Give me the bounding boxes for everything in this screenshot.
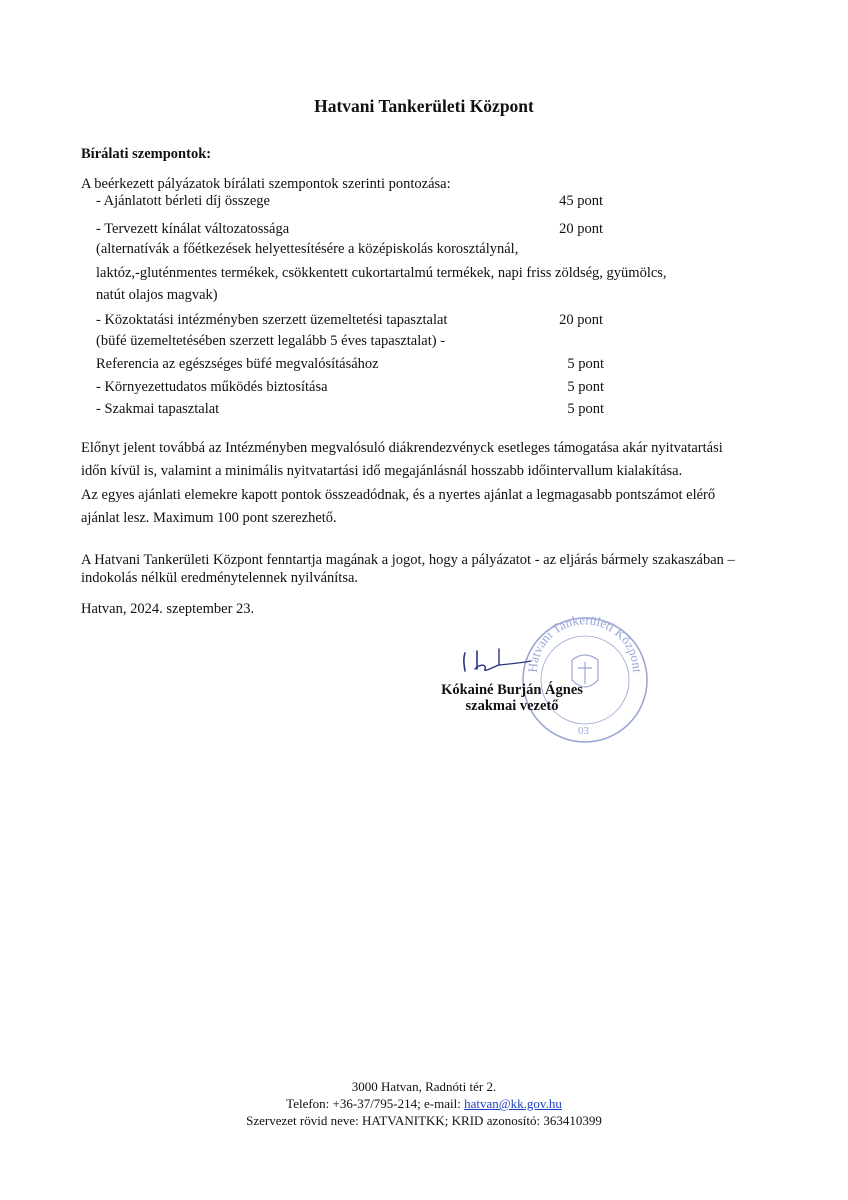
footer-address: 3000 Hatvan, Radnóti tér 2. — [351, 1079, 497, 1094]
footer-email-link[interactable]: hatvan@kk.gov.hu — [464, 1096, 562, 1111]
signatory-name: Kókainé Burján Ágnes — [441, 682, 583, 698]
criterion-label: - Tervezett kínálat változatossága — [96, 221, 290, 237]
signatory-role: szakmai vezető — [465, 698, 559, 714]
criterion-label: - Közoktatási intézményben szerzett üzemeltetési tapasztalat — [96, 312, 448, 328]
criterion-note: natút olajos magvak) — [96, 287, 218, 303]
paragraph-line: indokolás nélkül eredménytelennek nyilvánítsa. — [81, 570, 359, 586]
criterion-label: - Szakmai tapasztalat — [96, 401, 220, 417]
paragraph-line: A Hatvani Tankerületi Központ fenntartja magának a jogot, hogy a pályázatot - az eljárás bármely szakaszában – — [81, 552, 735, 568]
paragraph-line: ajánlat lesz. Maximum 100 pont szerezhető. — [81, 510, 337, 526]
place-date: Hatvan, 2024. szeptember 23. — [81, 601, 255, 617]
signature-scribble — [455, 645, 545, 685]
criterion-note: (büfé üzemeltetésében szerzett legalább 5 éves tapasztalat) - — [96, 333, 446, 349]
page-title: Hatvani Tankerületi Központ — [314, 96, 534, 116]
criterion-label: Referencia az egészséges büfé megvalósításához — [96, 356, 379, 372]
criterion-points: 5 pont — [567, 401, 604, 417]
footer-contact — [0, 1096, 848, 1112]
criterion-note: laktóz,-gluténmentes termékek, csökkentett cukortartalmú termékek, napi friss zöldség, gyümölcs, — [96, 265, 667, 281]
criterion-points: 5 pont — [567, 379, 604, 395]
criterion-note: (alternatívák a főétkezések helyettesítésére a középiskolás korosztálynál, — [96, 241, 519, 257]
paragraph-line: időn kívül is, valamint a minimális nyitvatartási idő megajánlásnál hosszabb időintervallum kialakítása. — [81, 463, 683, 479]
footer-phone: Telefon: +36-37/795-214; e-mail: — [286, 1096, 465, 1111]
paragraph-line: Az egyes ajánlati elemekre kapott pontok összeadódnak, és a nyertes ajánlat a legmagasabb pontszámot elérő — [81, 487, 716, 503]
criterion-points: 5 pont — [567, 356, 604, 372]
section-heading: Bírálati szempontok: — [81, 146, 212, 162]
criterion-label: - Környezettudatos működés biztosítása — [96, 379, 328, 395]
criterion-points: 45 pont — [559, 193, 603, 209]
svg-text:Hatvani Tankerületi Központ: Hatvani Tankerületi Központ — [524, 612, 646, 674]
criterion-label: - Ajánlatott bérleti díj összege — [96, 193, 270, 209]
paragraph-line: Előnyt jelent továbbá az Intézményben megvalósuló diákrendezvényck esetleges támogatása akár nyitvatartási — [81, 440, 723, 456]
footer-org: Szervezet rövid neve: HATVANITKK; KRID azonosító: 363410399 — [246, 1113, 602, 1128]
intro-text: A beérkezett pályázatok bírálati szempontok szerinti pontozása: — [81, 176, 451, 192]
criterion-points: 20 pont — [559, 312, 603, 328]
svg-text:03: 03 — [578, 725, 589, 737]
criterion-points: 20 pont — [559, 221, 603, 237]
